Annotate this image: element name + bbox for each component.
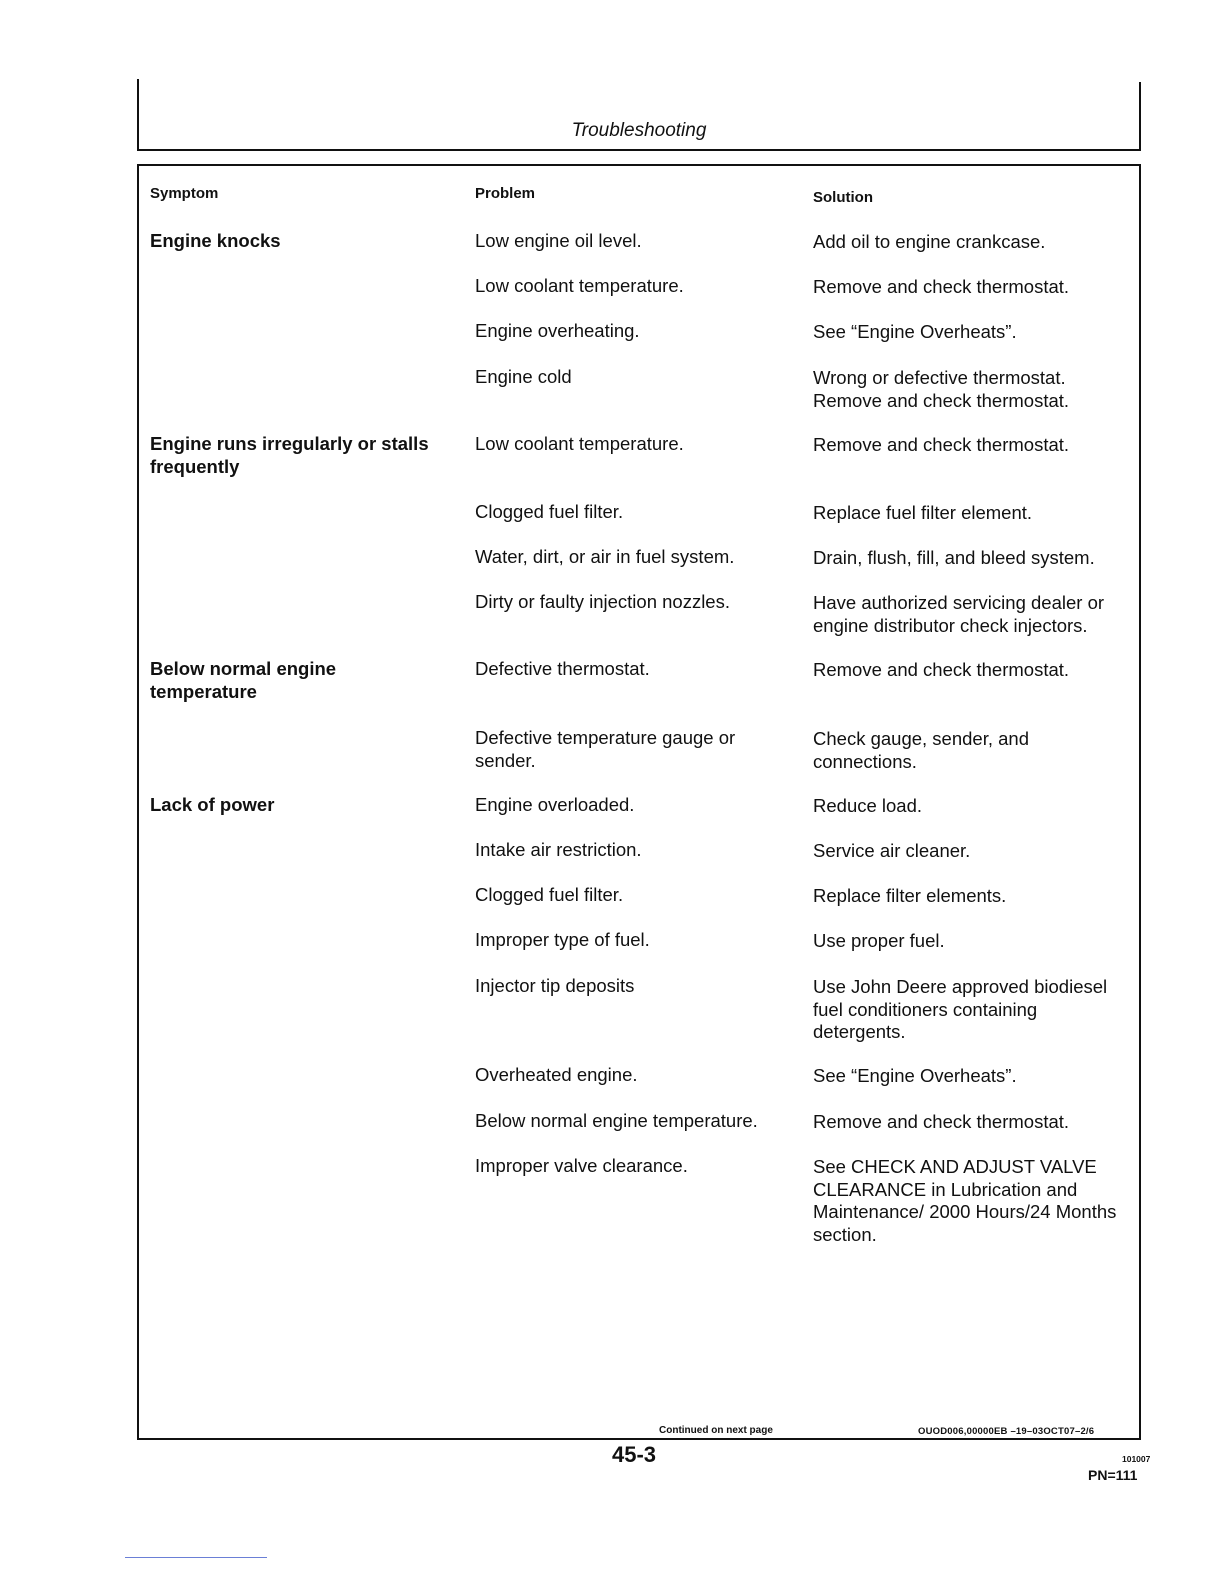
solution-cell: Remove and check thermostat. — [813, 659, 1070, 680]
problem-cell: Defective thermostat. — [475, 658, 650, 679]
problem-cell: Low engine oil level. — [475, 230, 642, 251]
solution-cell: Drain, flush, fill, and bleed system. — [813, 547, 1095, 568]
problem-cell: Overheated engine. — [475, 1064, 638, 1085]
solution-cell: Wrong or defective thermostat. Remove and check thermostat. — [813, 367, 1070, 411]
solution-cell: Replace filter elements. — [813, 885, 1007, 906]
solution-cell: See CHECK AND ADJUST VALVE CLEARANCE in Lubrication and Maintenance/ 2000 Hours/24 Months section. — [813, 1156, 1117, 1245]
symptom-engine-runs-irregularly: Engine runs irregularly or stalls frequently — [150, 433, 429, 477]
problem-cell: Injector tip deposits — [475, 975, 635, 996]
solution-cell: Reduce load. — [813, 795, 923, 816]
continued-on-next-page: Continued on next page — [659, 1425, 773, 1436]
symptom-lack-of-power: Lack of power — [150, 794, 275, 815]
problem-cell: Low coolant temperature. — [475, 275, 684, 296]
solution-cell: See “Engine Overheats”. — [813, 321, 1017, 342]
problem-cell: Intake air restriction. — [475, 839, 642, 860]
table-left-border — [137, 164, 139, 1440]
problem-cell: Engine overheating. — [475, 320, 640, 341]
solution-cell: Add oil to engine crankcase. — [813, 231, 1046, 252]
scan-artifact-rule — [125, 1557, 267, 1558]
solution-cell: Use John Deere approved biodiesel fuel conditioners containing detergents. — [813, 976, 1108, 1042]
solution-cell: See “Engine Overheats”. — [813, 1065, 1017, 1086]
problem-cell: Clogged fuel filter. — [475, 501, 624, 522]
page-number: 45-3 — [612, 1442, 657, 1467]
symptom-below-normal-temperature: Below normal engine temperature — [150, 658, 337, 702]
solution-cell: Replace fuel filter element. — [813, 502, 1033, 523]
column-header-problem: Problem — [475, 185, 536, 202]
problem-cell: Water, dirt, or air in fuel system. — [475, 546, 735, 567]
problem-cell: Improper type of fuel. — [475, 929, 650, 950]
problem-cell: Improper valve clearance. — [475, 1155, 688, 1176]
part-number: PN=111 — [1088, 1467, 1138, 1483]
document-reference-code: OUOD006,00000EB –19–03OCT07–2/6 — [918, 1426, 1095, 1437]
page-header-title: Troubleshooting — [571, 120, 707, 141]
solution-cell: Have authorized servicing dealer or engine distributor check injectors. — [813, 592, 1105, 636]
column-header-solution: Solution — [813, 189, 873, 206]
table-right-border — [1139, 164, 1141, 1440]
symptom-engine-knocks: Engine knocks — [150, 230, 281, 251]
problem-cell: Engine cold — [475, 366, 572, 387]
problem-cell: Engine overloaded. — [475, 794, 635, 815]
column-header-symptom: Symptom — [150, 185, 219, 202]
solution-cell: Remove and check thermostat. — [813, 434, 1070, 455]
problem-cell: Low coolant temperature. — [475, 433, 684, 454]
solution-cell: Service air cleaner. — [813, 840, 971, 861]
problem-cell: Defective temperature gauge or sender. — [475, 727, 736, 771]
solution-cell: Use proper fuel. — [813, 930, 945, 951]
problem-cell: Clogged fuel filter. — [475, 884, 624, 905]
header-bottom-rule — [137, 149, 1141, 151]
table-bottom-border — [137, 1438, 1141, 1440]
solution-cell: Remove and check thermostat. — [813, 1111, 1070, 1132]
solution-cell: Check gauge, sender, and connections. — [813, 728, 1029, 772]
problem-cell: Below normal engine temperature. — [475, 1110, 758, 1131]
date-code: 101007 — [1122, 1454, 1151, 1464]
table-top-border — [137, 164, 1141, 166]
solution-cell: Remove and check thermostat. — [813, 276, 1070, 297]
problem-cell: Dirty or faulty injection nozzles. — [475, 591, 730, 612]
